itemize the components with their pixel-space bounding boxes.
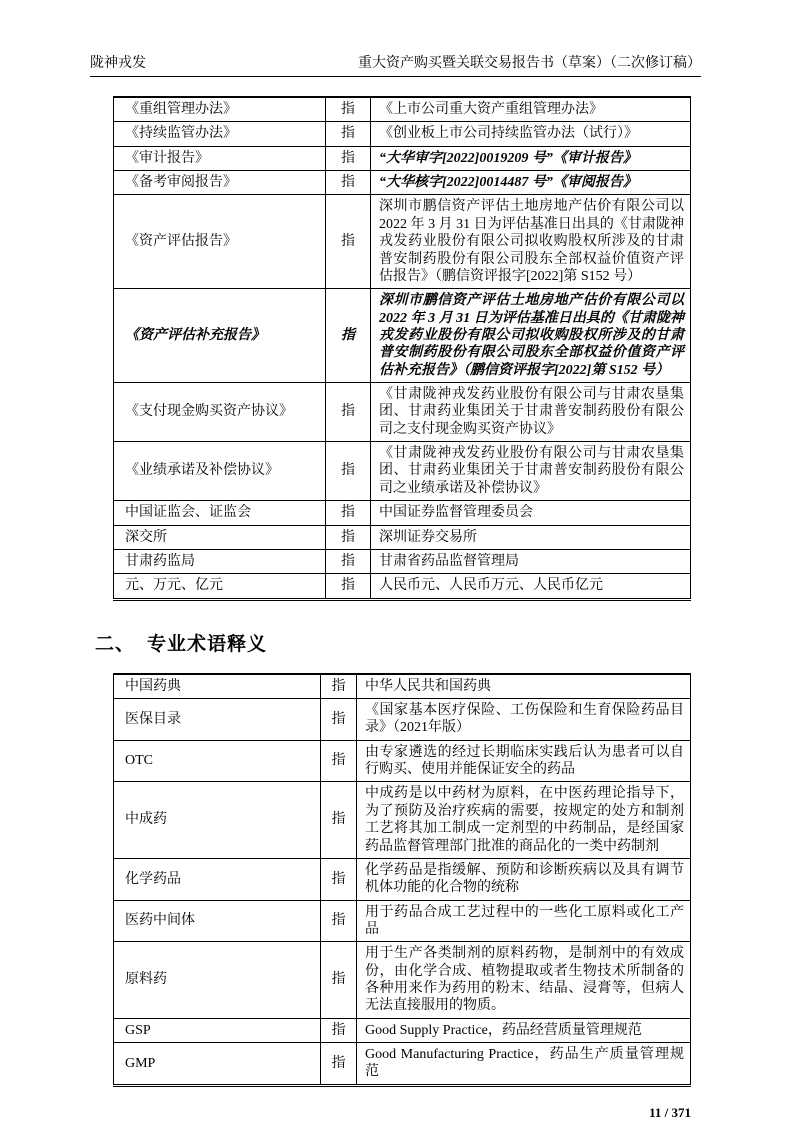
definition-cell: 中成药是以中药材为原料，在中医药理论指导下，为了预防及治疗疾病的需要，按规定的处方和制剂工艺将其加工制成一定剂型的中药制品，是经国家药品监督管理部门批准的商品化的一类中药制剂 <box>357 782 691 858</box>
page-header <box>90 52 701 77</box>
header-right-title: 重大资产购买暨关联交易报告书（草案）（二次修订稿） <box>358 56 701 71</box>
term-cell: GMP <box>114 1043 321 1086</box>
term-cell: 深交所 <box>114 525 326 549</box>
ref-cell: 指 <box>326 525 371 549</box>
table-row <box>114 574 691 599</box>
table-row <box>114 122 691 146</box>
table-row <box>114 171 691 195</box>
definition-cell: 深圳证券交易所 <box>371 525 691 549</box>
ref-cell: 指 <box>326 549 371 573</box>
ref-cell: 指 <box>326 171 371 195</box>
ref-cell: 指 <box>321 698 357 740</box>
ref-cell: 指 <box>326 146 371 170</box>
table-row <box>114 525 691 549</box>
ref-cell: 指 <box>321 674 357 699</box>
table-row <box>114 740 691 782</box>
ref-cell: 指 <box>326 122 371 146</box>
term-cell: 《业绩承诺及补偿协议》 <box>114 442 326 501</box>
table-2-body <box>114 674 691 1086</box>
table-row <box>114 549 691 573</box>
ref-cell: 指 <box>321 942 357 1018</box>
ref-cell: 指 <box>321 1043 357 1086</box>
table-row <box>114 900 691 942</box>
term-cell: 甘肃药监局 <box>114 549 326 573</box>
ref-cell: 指 <box>326 442 371 501</box>
table-row <box>114 1043 691 1086</box>
definition-cell: 由专家遴选的经过长期临床实践后认为患者可以自行购买、使用并能保证安全的药品 <box>357 740 691 782</box>
definition-cell: 中国证券监督管理委员会 <box>371 501 691 525</box>
definition-cell: Good Manufacturing Practice，药品生产质量管理规范 <box>357 1043 691 1086</box>
table-row <box>114 442 691 501</box>
table-row <box>114 383 691 442</box>
table-row <box>114 289 691 383</box>
definition-cell: 《甘肃陇神戎发药业股份有限公司与甘肃农垦集团、甘肃药业集团关于甘肃普安制药股份有限公司之业绩承诺及补偿协议》 <box>371 442 691 501</box>
term-cell: 中成药 <box>114 782 321 858</box>
term-cell: GSP <box>114 1018 321 1042</box>
table-row <box>114 698 691 740</box>
ref-cell: 指 <box>326 501 371 525</box>
section-title: 专业术语释义 <box>147 633 268 655</box>
table-row <box>114 942 691 1018</box>
page-number: 11 / 371 <box>649 1104 691 1120</box>
term-cell: 《资产评估报告》 <box>114 195 326 289</box>
table-row <box>114 146 691 170</box>
term-cell: 《资产评估补充报告》 <box>114 289 326 383</box>
definition-cell: 《国家基本医疗保险、工伤保险和生育保险药品目录》（2021年版） <box>357 698 691 740</box>
definition-cell: 《甘肃陇神戎发药业股份有限公司与甘肃农垦集团、甘肃药业集团关于甘肃普安制药股份有限公司之支付现金购买资产协议》 <box>371 383 691 442</box>
ref-cell: 指 <box>321 900 357 942</box>
definition-cell: 甘肃省药品监督管理局 <box>371 549 691 573</box>
table-1-body <box>114 97 691 599</box>
table-row <box>114 674 691 699</box>
definition-cell: Good Supply Practice，药品经营质量管理规范 <box>357 1018 691 1042</box>
definition-cell: 深圳市鹏信资产评估土地房地产估价有限公司以 2022 年 3 月 31 日为评估基准日出具的《甘肃陇神戎发药业股份有限公司拟收购股权所涉及的甘肃普安制药股份有限公司股东全部权益价值资产评估报告》（鹏信资评报字[2022]第 S152 号） <box>371 195 691 289</box>
term-cell: 《持续监管办法》 <box>114 122 326 146</box>
definition-cell: 《创业板上市公司持续监管办法（试行）》 <box>371 122 691 146</box>
definition-cell: “大华审字[2022]0019209 号”《审计报告》 <box>371 146 691 170</box>
table-row <box>114 195 691 289</box>
section-heading <box>95 629 701 656</box>
ref-cell: 指 <box>321 1018 357 1042</box>
section-number: 二、 <box>95 633 136 655</box>
ref-cell: 指 <box>321 858 357 900</box>
term-cell: 化学药品 <box>114 858 321 900</box>
term-cell: 《重组管理办法》 <box>114 97 326 122</box>
ref-cell: 指 <box>326 289 371 383</box>
ref-cell: 指 <box>326 97 371 122</box>
definition-cell: 中华人民共和国药典 <box>357 674 691 699</box>
term-cell: 原料药 <box>114 942 321 1018</box>
ref-cell: 指 <box>321 740 357 782</box>
definition-cell: 化学药品是指缓解、预防和诊断疾病以及具有调节机体功能的化合物的统称 <box>357 858 691 900</box>
table-row <box>114 1018 691 1042</box>
term-cell: 元、万元、亿元 <box>114 574 326 599</box>
term-cell: 中国药典 <box>114 674 321 699</box>
ref-cell: 指 <box>326 195 371 289</box>
table-row <box>114 97 691 122</box>
terms-definitions-table-2 <box>113 673 691 1087</box>
ref-cell: 指 <box>321 782 357 858</box>
definition-cell: 深圳市鹏信资产评估土地房地产估价有限公司以 2022 年 3 月 31 日为评估基准日出具的《甘肃陇神戎发药业股份有限公司拟收购股权所涉及的甘肃普安制药股份有限公司股东全部权益价值资产评估补充报告》（鹏信资评报字[2022]第 S152 号） <box>371 289 691 383</box>
definition-cell: “大华核字[2022]0014487 号”《审阅报告》 <box>371 171 691 195</box>
term-cell: 医保目录 <box>114 698 321 740</box>
definition-cell: 《上市公司重大资产重组管理办法》 <box>371 97 691 122</box>
term-cell: OTC <box>114 740 321 782</box>
table-row <box>114 782 691 858</box>
ref-cell: 指 <box>326 574 371 599</box>
term-cell: 《审计报告》 <box>114 146 326 170</box>
definition-cell: 用于药品合成工艺过程中的一些化工原料或化工产品 <box>357 900 691 942</box>
term-cell: 中国证监会、证监会 <box>114 501 326 525</box>
term-cell: 《支付现金购买资产协议》 <box>114 383 326 442</box>
table-row <box>114 501 691 525</box>
term-cell: 《备考审阅报告》 <box>114 171 326 195</box>
table-row <box>114 858 691 900</box>
terms-definitions-table-1 <box>113 96 691 601</box>
header-left-title: 陇神戎发 <box>90 56 146 71</box>
page-content <box>90 96 701 1121</box>
ref-cell: 指 <box>326 383 371 442</box>
definition-cell: 用于生产各类制剂的原料药物，是制剂中的有效成份，由化学合成、植物提取或者生物技术所制备的各种用来作为药用的粉末、结晶、浸膏等，但病人无法直接服用的物质。 <box>357 942 691 1018</box>
term-cell: 医药中间体 <box>114 900 321 942</box>
definition-cell: 人民币元、人民币万元、人民币亿元 <box>371 574 691 599</box>
